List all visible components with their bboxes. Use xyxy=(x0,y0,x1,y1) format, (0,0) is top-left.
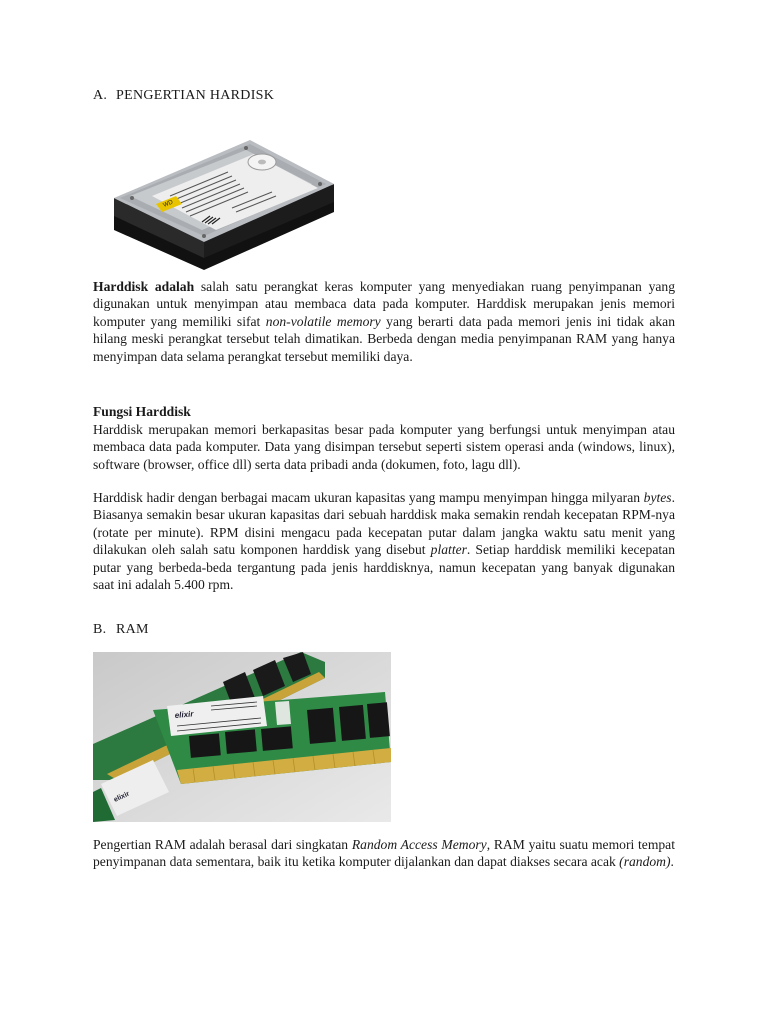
ram-back-brand: elixir xyxy=(112,790,131,804)
harddisk-definition-lead: Harddisk adalah xyxy=(93,279,195,294)
ram-definition xyxy=(93,836,675,871)
section-b-letter: B. xyxy=(93,622,107,637)
fungsi-harddisk-para-2 xyxy=(93,489,675,593)
wd-logo-text: WD xyxy=(162,199,175,209)
section-a-title: PENGERTIAN HARDISK xyxy=(116,88,275,103)
harddisk-definition-text-2: yang berarti data pada memori jenis ini tidak akan hilang meski perangkat tersebut telah dimatikan. Berbeda dengan media penyimpanan RAM yang hanya menyimpan data selama perangkat tersebut memiliki daya. xyxy=(93,313,676,364)
ram-image xyxy=(93,652,391,822)
ram-definition-italic-1: Random Access Memory xyxy=(351,837,487,852)
fungsi-p2-text-2: . Biasanya semakin besar ukuran kapasitas dari sebuah harddisk maka semakin rendah kecepatan RPM-nya (rotate per minute). RPM disini mengacu pada kecepatan putar dalam jangka waktu satu menit yang dilakukan oleh salah satu komponen harddisk yang disebut xyxy=(93,490,675,558)
ram-definition-text-1: Pengertian RAM adalah berasal dari singkatan xyxy=(93,837,352,852)
fungsi-harddisk-para-1: Harddisk merupakan memori berkapasitas besar pada komputer yang berfungsi untuk menyimpan atau membaca data pada komputer. Data yang disimpan tersebut seperti sistem operasi anda (windows, linux), software (browser, office dll) serta data pribadi anda (dokumen, foto, lagu dll). xyxy=(93,422,675,472)
ram-definition-italic-2: (random) xyxy=(619,854,671,870)
fungsi-p2-text-3: . Setiap harddisk memiliki kecepatan putar yang berbeda-beda tergantung pada jenis harddisknya, namun kecepatan yang banyak digunakan saat ini adalah 5.400 rpm. xyxy=(93,542,675,593)
harddisk-image xyxy=(112,112,336,272)
section-a-letter: A. xyxy=(93,88,108,103)
fungsi-p2-italic-bytes: bytes xyxy=(643,490,672,505)
harddisk-definition-text-1: salah satu perangkat keras komputer yang menyediakan ruang penyimpanan yang digunakan untuk menyimpan atau membaca data pada komputer. Harddisk merupakan jenis memori komputer yang memiliki sifat xyxy=(93,279,675,329)
fungsi-harddisk-title: Fungsi Harddisk xyxy=(93,404,191,419)
section-a-heading xyxy=(93,88,274,104)
harddisk-definition xyxy=(93,278,675,365)
ram-front-brand: elixir xyxy=(174,709,194,720)
section-b-heading xyxy=(93,622,149,638)
section-b-title: RAM xyxy=(116,622,149,637)
ram-definition-text-2: , RAM yaitu suatu memori tempat penyimpanan data sementara, baik itu ketika komputer dijalankan dan dapat diakses secara acak xyxy=(93,837,675,870)
fungsi-p2-italic-platter: platter xyxy=(430,542,467,558)
harddisk-definition-italic: non-volatile memory xyxy=(265,313,381,329)
ram-definition-text-3: . xyxy=(670,854,674,870)
fungsi-p2-text-1: Harddisk hadir dengan berbagai macam ukuran kapasitas yang mampu menyimpan hingga milyaran xyxy=(93,490,644,505)
